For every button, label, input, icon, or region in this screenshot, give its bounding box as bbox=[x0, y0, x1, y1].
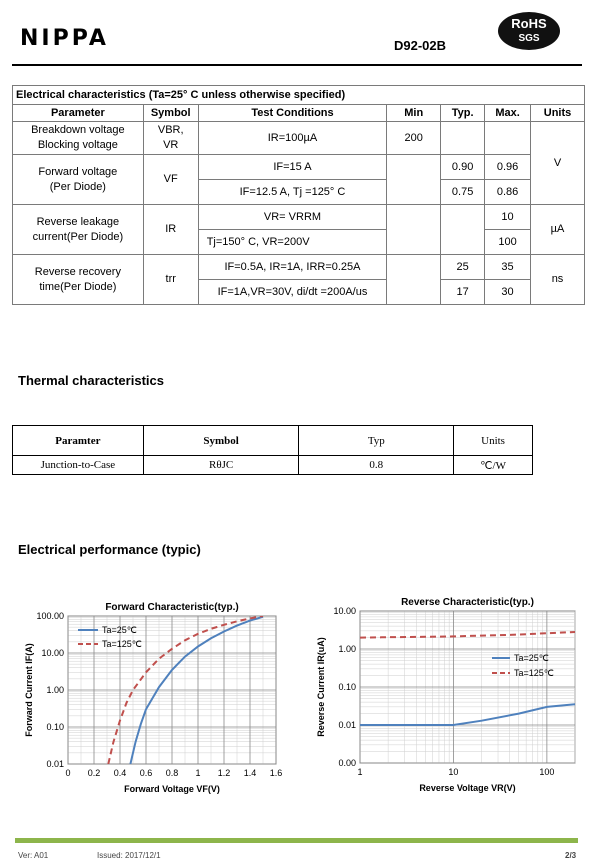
forward-x-tick-label: 0.8 bbox=[165, 768, 179, 778]
typ-forward-1: 0.90 bbox=[441, 155, 485, 180]
table-row-junction-to-case bbox=[13, 456, 533, 475]
cond-recovery-2: IF=1A,VR=30V, di/dt =200A/us bbox=[198, 280, 387, 305]
cond-forward-2: IF=12.5 A, Tj =125° C bbox=[198, 180, 387, 205]
forward-y-tick-label: 0.01 bbox=[46, 759, 64, 769]
forward-y-tick-label: 10.00 bbox=[41, 648, 64, 658]
footer-page-number: 2/3 bbox=[565, 851, 577, 860]
symbol-breakdown bbox=[143, 122, 198, 155]
header-divider bbox=[12, 64, 582, 66]
electrical-table-title: Electrical characteristics (Ta=25° C unless otherwise specified) bbox=[13, 86, 585, 105]
reverse-x-tick-label: 10 bbox=[448, 767, 459, 777]
reverse-y-tick-label: 0.00 bbox=[338, 758, 356, 768]
min-breakdown: 200 bbox=[387, 122, 441, 155]
max-leakage-2: 100 bbox=[485, 230, 531, 255]
param-leakage bbox=[13, 205, 144, 255]
header-typ: Typ. bbox=[441, 105, 485, 122]
symbol-recovery: trr bbox=[143, 255, 198, 305]
forward-x-tick-label: 1 bbox=[195, 768, 201, 778]
param-breakdown bbox=[13, 122, 144, 155]
symbol-breakdown-line1: VBR, bbox=[157, 124, 184, 136]
brand-logo: NIPPA bbox=[20, 26, 109, 51]
reverse-y-tick-label: 1.00 bbox=[338, 644, 356, 654]
electrical-characteristics-table bbox=[12, 85, 585, 305]
reverse-y-tick-label: 10.00 bbox=[333, 606, 356, 616]
reverse-legend-label-1: Ta=25℃ bbox=[514, 653, 549, 663]
reverse-characteristic-chart bbox=[312, 585, 582, 805]
reverse-x-axis-label: Reverse Voltage VR(V) bbox=[419, 783, 516, 793]
units-nanoseconds: ns bbox=[531, 255, 585, 305]
thermal-header-typ: Typ bbox=[299, 426, 454, 456]
document-number: D92-02B bbox=[394, 38, 447, 53]
forward-legend-label-2: Ta=125℃ bbox=[102, 639, 142, 649]
forward-y-tick-label: 1.00 bbox=[46, 685, 64, 695]
min-leakage bbox=[387, 205, 441, 255]
forward-y-axis-label: Forward Current IF(A) bbox=[24, 643, 34, 737]
cond-recovery-1: IF=0.5A, IR=1A, IRR=0.25A bbox=[198, 255, 387, 280]
max-recovery-2: 30 bbox=[485, 280, 531, 305]
cond-leakage-1: VR= VRRM bbox=[198, 205, 387, 230]
units-volts: V bbox=[531, 122, 585, 205]
forward-x-tick-label: 1.4 bbox=[243, 768, 257, 778]
performance-section-title: Electrical performance (typic) bbox=[18, 542, 201, 557]
param-forward-line1: Forward voltage bbox=[38, 165, 118, 178]
forward-x-tick-label: 0.4 bbox=[113, 768, 127, 778]
symbol-forward: VF bbox=[143, 155, 198, 205]
max-forward-2: 0.86 bbox=[485, 180, 531, 205]
forward-legend-label-1: Ta=25℃ bbox=[102, 625, 137, 635]
forward-title: Forward Characteristic(typ.) bbox=[105, 602, 239, 613]
max-recovery-1: 35 bbox=[485, 255, 531, 280]
thermal-header-symbol: Symbol bbox=[143, 426, 299, 456]
reverse-x-tick-label: 100 bbox=[539, 767, 555, 777]
reverse-y-tick-label: 0.01 bbox=[338, 720, 356, 730]
param-forward bbox=[13, 155, 144, 205]
thermal-header-units: Units bbox=[454, 426, 533, 456]
thermal-symbol: RθJC bbox=[143, 456, 299, 475]
forward-characteristic-chart bbox=[20, 592, 290, 807]
reverse-legend-label-2: Ta=125℃ bbox=[514, 668, 554, 678]
param-forward-line2: (Per Diode) bbox=[49, 180, 106, 193]
thermal-units: ℃/W bbox=[454, 456, 533, 475]
badge-sgs-text: SGS bbox=[518, 33, 540, 44]
max-leakage-1: 10 bbox=[485, 205, 531, 230]
reverse-x-tick-label: 1 bbox=[357, 767, 363, 777]
symbol-breakdown-line2: VR bbox=[163, 139, 179, 151]
thermal-section-title: Thermal characteristics bbox=[18, 373, 164, 388]
typ-breakdown bbox=[441, 122, 485, 155]
table-row-breakdown bbox=[13, 122, 585, 155]
cond-forward-1: IF=15 A bbox=[198, 155, 387, 180]
reverse-y-tick-label: 0.10 bbox=[338, 682, 356, 692]
max-forward-1: 0.96 bbox=[485, 155, 531, 180]
forward-x-tick-label: 1.6 bbox=[269, 768, 283, 778]
typ-forward-2: 0.75 bbox=[441, 180, 485, 205]
max-breakdown bbox=[485, 122, 531, 155]
param-recovery bbox=[13, 255, 144, 305]
table-row-leakage-1 bbox=[13, 205, 585, 230]
param-breakdown-line1: Breakdown voltage bbox=[31, 124, 125, 136]
symbol-leakage: IR bbox=[143, 205, 198, 255]
forward-x-tick-label: 1.2 bbox=[217, 768, 231, 778]
typ-recovery-1: 25 bbox=[441, 255, 485, 280]
cond-breakdown: IR=100µA bbox=[198, 122, 387, 155]
header-max: Max. bbox=[485, 105, 531, 122]
table-row-recovery-1 bbox=[13, 255, 585, 280]
forward-x-axis-label: Forward Voltage VF(V) bbox=[124, 784, 220, 794]
param-leakage-line2: current(Per Diode) bbox=[32, 230, 124, 243]
forward-y-tick-label: 0.10 bbox=[46, 722, 64, 732]
thermal-header-parameter: Paramter bbox=[13, 426, 144, 456]
footer-version: Ver: A01 bbox=[18, 851, 49, 860]
header-symbol: Symbol bbox=[143, 105, 198, 122]
min-forward bbox=[387, 155, 441, 205]
forward-y-tick-label: 100.00 bbox=[36, 611, 64, 621]
header-test-conditions: Test Conditions bbox=[198, 105, 387, 122]
header-parameter: Parameter bbox=[13, 105, 144, 122]
footer-issued: Issued: 2017/12/1 bbox=[97, 851, 161, 860]
cond-leakage-2: Tj=150° C, VR=200V bbox=[198, 230, 387, 255]
typ-leakage bbox=[441, 205, 485, 255]
param-leakage-line1: Reverse leakage bbox=[36, 215, 120, 228]
units-microamps: µA bbox=[531, 205, 585, 255]
param-breakdown-line2: Blocking voltage bbox=[37, 139, 118, 151]
footer-divider bbox=[15, 838, 578, 843]
rohs-sgs-badge bbox=[498, 12, 560, 50]
reverse-title: Reverse Characteristic(typ.) bbox=[401, 597, 534, 608]
table-row-forward-1 bbox=[13, 155, 585, 180]
forward-x-tick-label: 0 bbox=[65, 768, 71, 778]
header-min: Min bbox=[387, 105, 441, 122]
reverse-y-axis-label: Reverse Current IR(uA) bbox=[316, 637, 326, 737]
forward-x-tick-label: 0.6 bbox=[139, 768, 153, 778]
badge-rohs-text: RoHS bbox=[511, 16, 547, 31]
forward-x-tick-label: 0.2 bbox=[87, 768, 101, 778]
thermal-typ: 0.8 bbox=[299, 456, 454, 475]
thermal-param: Junction-to-Case bbox=[13, 456, 144, 475]
thermal-characteristics-table bbox=[12, 425, 533, 475]
param-recovery-line2: time(Per Diode) bbox=[39, 280, 117, 293]
param-recovery-line1: Reverse recovery bbox=[34, 265, 121, 278]
header-units: Units bbox=[531, 105, 585, 122]
min-recovery bbox=[387, 255, 441, 305]
typ-recovery-2: 17 bbox=[441, 280, 485, 305]
